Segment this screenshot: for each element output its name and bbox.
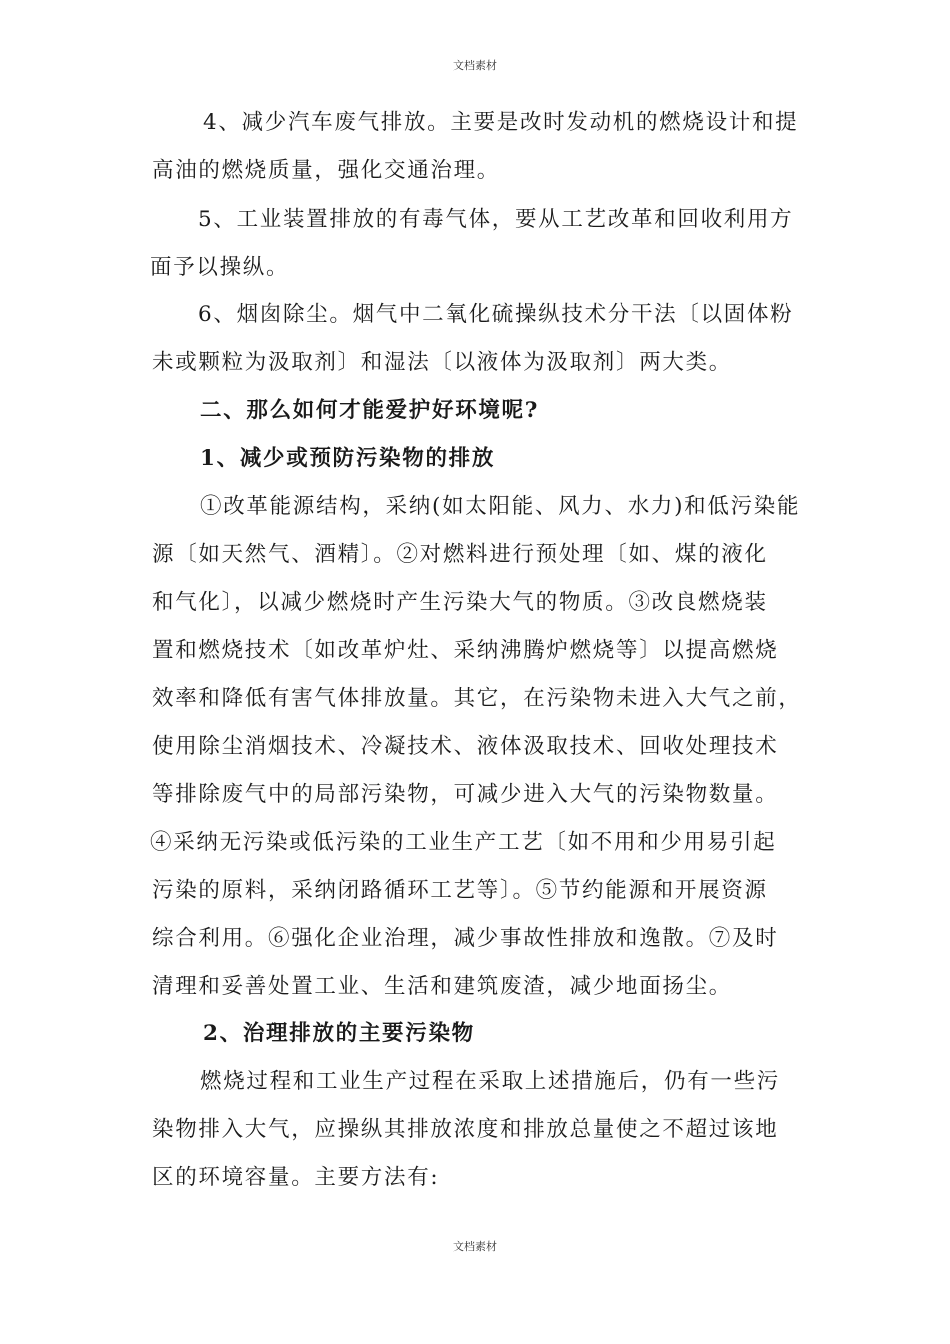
text-line: ①改革能源结构，采纳(如太阳能、风力、水力)和低污染能 [200,494,801,519]
page-header: 文档素材 [453,59,497,72]
text-line: 置和燃烧技术〔如改革炉灶、采纳沸腾炉燃烧等〕以提高燃烧 [152,638,779,663]
text-line: ④采纳无污染或低污染的工业生产工艺〔如不用和少用易引起 [150,830,777,855]
text-line: 染物排入大气，应操纵其排放浓度和排放总量使之不超过该地 [152,1117,779,1142]
text-line: 源〔如天然气、酒精〕。②对燃料进行预处理〔如、煤的液化 [152,542,768,567]
text-line: 4、减少汽车废气排放。主要是改时发动机的燃烧设计和提 [203,110,799,135]
text-line: 清理和妥善处置工业、生活和建筑废渣，减少地面扬尘。 [152,974,733,999]
text-line: 等排除废气中的局部污染物，可减少进入大气的污染物数量。 [152,782,779,807]
section-heading: 二、那么如何才能爱护好环境呢? [200,398,540,423]
text-line: 效率和降低有害气体排放量。其它，在污染物未进入大气之前， [152,686,802,711]
text-line: 面予以操纵。 [150,255,290,280]
page-footer: 文档素材 [453,1240,497,1253]
subsection-heading: 2、治理排放的主要污染物 [203,1021,475,1046]
text-line: 燃烧过程和工业生产过程在采取上述措施后，仍有一些污 [200,1069,781,1094]
text-line: 6、烟囱除尘。烟气中二氧化硫操纵技术分干法〔以固体粉 [198,302,794,327]
subsection-heading: 1、减少或预防污染物的排放 [200,446,496,471]
text-line: 污染的原料，采纳闭路循环工艺等〕。⑤节约能源和开展资源 [152,878,768,903]
text-line: 5、工业装置排放的有毒气体，要从工艺改革和回收利用方 [198,207,794,232]
text-line: 高油的燃烧质量，强化交通治理。 [152,158,501,183]
text-line: 综合利用。⑥强化企业治理，减少事故性排放和逸散。⑦及时 [152,926,779,951]
text-line: 使用除尘消烟技术、冷凝技术、液体汲取技术、回收处理技术 [152,734,779,759]
text-line: 区的环境容量。主要方法有: [152,1165,440,1190]
text-line: 和气化〕，以减少燃烧时产生污染大气的物质。③改良燃烧装 [152,590,768,615]
text-line: 未或颗粒为汲取剂〕和湿法〔以液体为汲取剂〕两大类。 [152,350,733,375]
